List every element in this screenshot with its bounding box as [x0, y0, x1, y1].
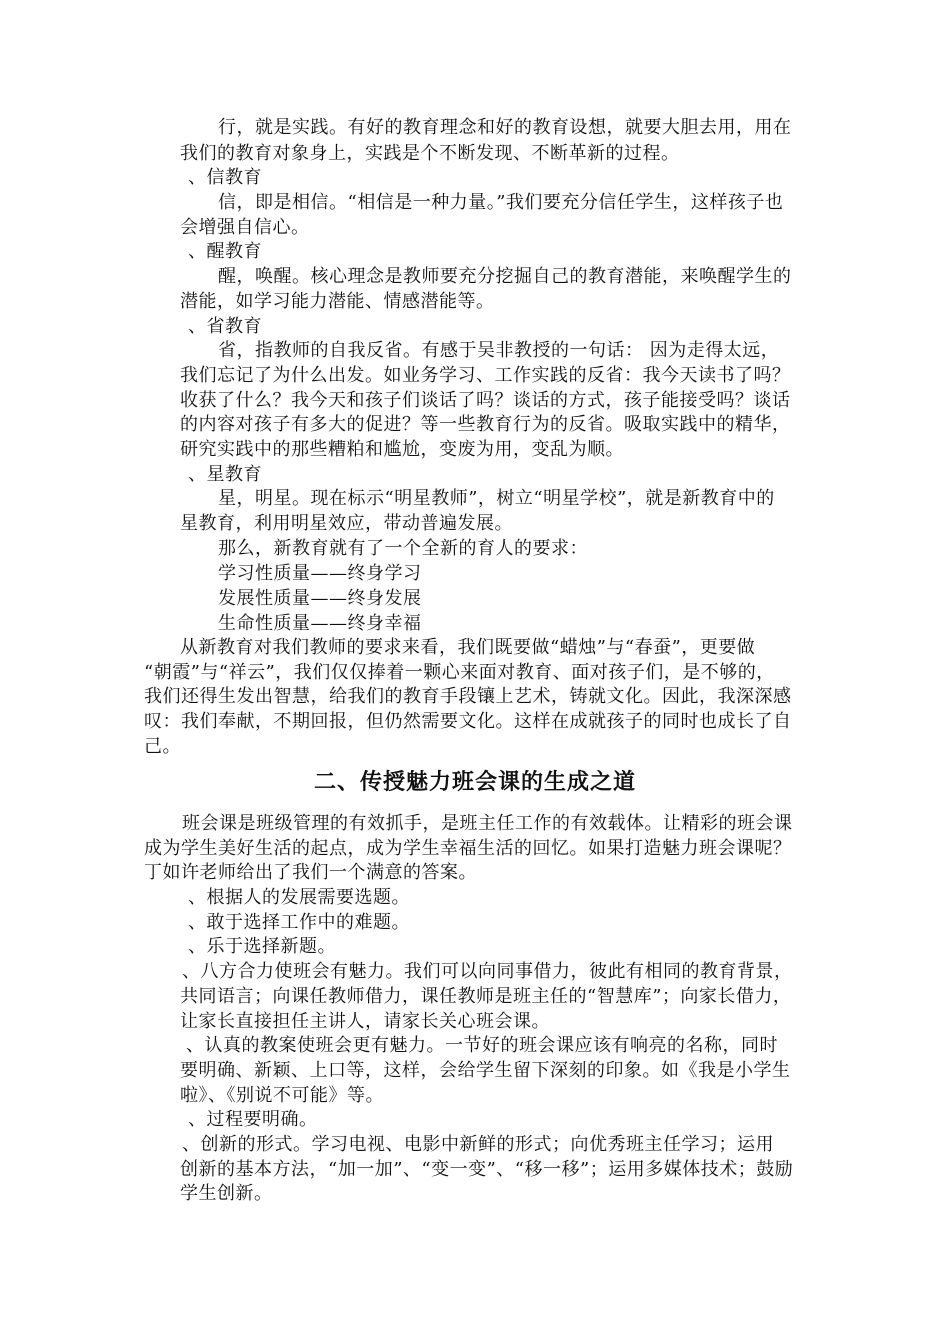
list-item: 、根据人的发展需要选题。 — [188, 887, 410, 908]
list-item: 、敢于选择工作中的难题。 — [188, 912, 410, 933]
paragraph-line: 班会课是班级管理的有效抓手，是班主任工作的有效载体。让精彩的班会课 — [182, 813, 793, 834]
paragraph-line: 我们还得生发出智慧，给我们的教育手段镶上艺术，铸就文化。因此，我深深感 — [144, 686, 792, 707]
list-item: 、八方合力使班会有魅力。我们可以向同事借力，彼此有相同的教育背景， — [182, 961, 793, 982]
paragraph-line: 醒，唤醒。核心理念是教师要充分挖掘自己的教育潜能，来唤醒学生的 — [218, 266, 792, 287]
list-item-continuation: 创新的基本方法，“加一加”、“变一变”、“移一移”；运用多媒体技术；鼓励 — [180, 1159, 794, 1180]
paragraph-line: 星，明星。现在标示“明星教师”，树立“明星学校”，就是新教育中的 — [218, 488, 775, 509]
list-item-continuation: 学生创新。 — [180, 1183, 273, 1204]
list-item: 、过程要明确。 — [188, 1109, 318, 1130]
list-item-continuation: 让家长直接担任主讲人，请家长关心班会课。 — [180, 1011, 550, 1032]
paragraph-line: 收获了什么？我今天和孩子们谈话了吗？谈话的方式，孩子能接受吗？谈话 — [180, 390, 791, 411]
requirement-item: 生命性质量——终身幸福 — [218, 613, 422, 634]
list-item-continuation: 啦》、《别说不可能》等。 — [180, 1085, 384, 1106]
section-title: 二、传授魅力班会课的生成之道 — [313, 769, 636, 795]
paragraph-line: 我们的教育对象身上，实践是个不断发现、不断革新的过程。 — [180, 143, 680, 164]
paragraph-line: 的内容对孩子有多大的促进？等一些教育行为的反省。吸取实践中的精华， — [180, 414, 791, 435]
subsection-heading: 、星教育 — [188, 464, 262, 485]
paragraph-line: 研究实践中的那些糟粕和尴尬，变废为用，变乱为顺。 — [180, 439, 624, 460]
subsection-heading: 、信教育 — [188, 167, 262, 188]
list-item: 、认真的教案使班会更有魅力。一节好的班会课应该有响亮的名称，同时 — [186, 1035, 778, 1056]
paragraph-line: 我们忘记了为什么出发。如业务学习、工作实践的反省：我今天读书了吗？ — [180, 365, 791, 386]
paragraph-line: 叹：我们奉献，不期回报，但仍然需要文化。这样在成就孩子的同时也成长了自 — [144, 711, 792, 732]
paragraph-line: 己。 — [144, 736, 181, 757]
paragraph-line: 成为学生美好生活的起点，成为学生幸福生活的回忆。如果打造魅力班会课呢？ — [144, 838, 792, 859]
subsection-heading: 、醒教育 — [188, 241, 262, 262]
paragraph-line: 省，指教师的自我反省。有感于吴非教授的一句话： 因为走得太远， — [218, 340, 780, 361]
subsection-heading: 、省教育 — [188, 316, 262, 337]
paragraph-line: 会增强自信心。 — [180, 217, 310, 238]
paragraph-line: 星教育，利用明星效应，带动普遍发展。 — [180, 513, 513, 534]
paragraph-line: 行，就是实践。有好的教育理念和好的教育设想，就要大胆去用，用在 — [218, 117, 792, 138]
list-item: 、创新的形式。学习电视、电影中新鲜的形式；向优秀班主任学习；运用 — [182, 1134, 774, 1155]
list-item: 、乐于选择新题。 — [188, 936, 336, 957]
paragraph-line: 丁如许老师给出了我们一个满意的答案。 — [144, 862, 477, 883]
requirement-item: 发展性质量——终身发展 — [218, 588, 422, 609]
list-item-continuation: 要明确、新颖、上口等，这样，会给学生留下深刻的印象。如《我是小学生 — [180, 1060, 791, 1081]
paragraph-line: 信，即是相信。“相信是一种力量。”我们要充分信任学生，这样孩子也 — [218, 192, 784, 213]
paragraph-line: 潜能，如学习能力潜能、情感潜能等。 — [180, 291, 495, 312]
requirement-item: 学习性质量——终身学习 — [218, 563, 422, 584]
requirements-intro: 那么，新教育就有了一个全新的育人的要求： — [218, 538, 588, 559]
list-item-continuation: 共同语言；向课任教师借力，课任教师是班主任的“智慧库”；向家长借力， — [180, 986, 792, 1007]
paragraph-line: 从新教育对我们教师的要求来看，我们既要做“蜡烛”与“春蚕”，更要做 — [180, 637, 756, 658]
paragraph-line: “朝霞”与“祥云”，我们仅仅捧着一颗心来面对教育、面对孩子们，是不够的， — [144, 662, 775, 683]
